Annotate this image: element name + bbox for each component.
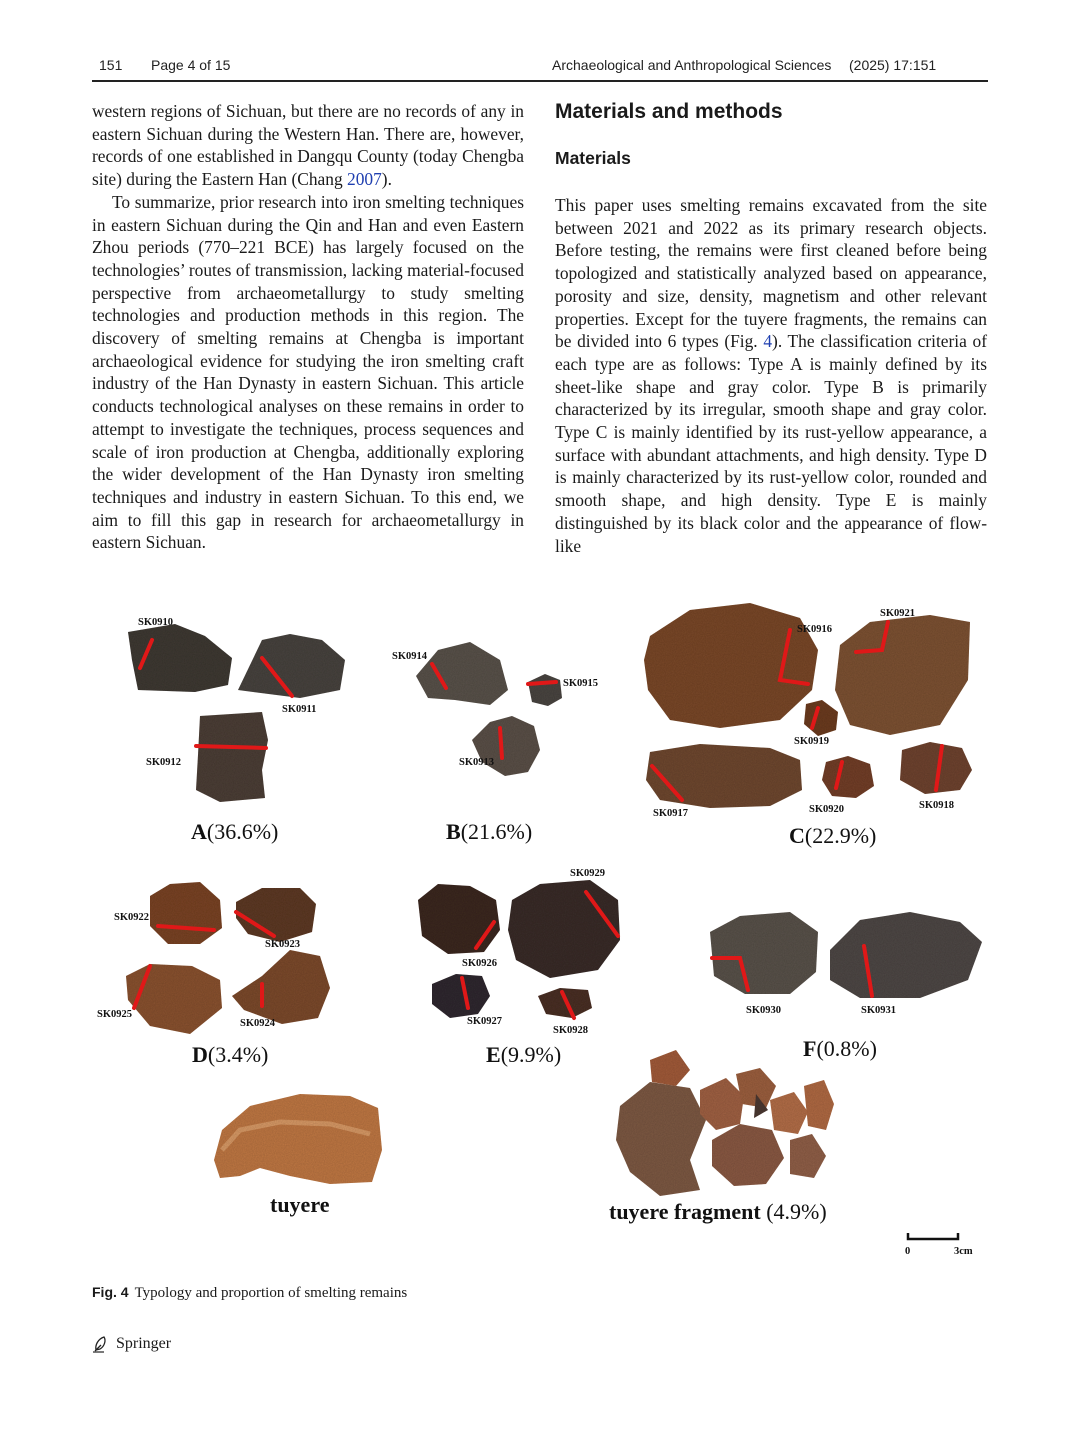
type-c-caption: C(22.9%) (789, 823, 877, 848)
label-sk0925: SK0925 (97, 1009, 133, 1020)
label-sk0930: SK0930 (746, 1005, 782, 1016)
label-sk0921: SK0921 (880, 608, 916, 619)
right-paragraph-1: This paper uses smelting remains excavated from the site between 2021 and 2022 as its primary research objects. Before testing, the remains were first cleaned before being topologized and statistically analyzed based on appearance, porosity and size, density, magnetism and other relevant properties. Except for the tuyere fragments, the remains can be divided into 6 types (Fig. 4). The classification criteria of each type are as follows: Type A is mainly defined by its sheet-like shape and gray color. Type B is primarily characterized by its irregular, smooth shape and gray color. Type C is mainly identified by its rust-yellow appearance, a surface with abundant attachments, and high density. Type D is mainly characterized by its rust-yellow color, rounded and smooth shape, and high density. Type E is mainly distinguished by its black color and the appearance of flow-like (555, 195, 987, 556)
journal-citation: (2025) 17:151 (849, 57, 937, 73)
publisher-footer (92, 1335, 171, 1353)
citation-link-chang-2007[interactable]: 2007 (347, 169, 382, 190)
figure-link-4[interactable]: 4 (763, 331, 773, 352)
scale-bar (905, 1233, 973, 1257)
tuyere-specimen (214, 1094, 382, 1184)
specimen-sk0920 (822, 756, 874, 798)
label-sk0914: SK0914 (392, 651, 428, 662)
figure-caption: Fig. 4 Typology and proportion of smelting remains (92, 1284, 408, 1301)
type-d-caption: D(3.4%) (192, 1042, 269, 1067)
label-sk0911: SK0911 (282, 704, 317, 715)
tuyere-fragment-caption: tuyere fragment (4.9%) (609, 1199, 827, 1224)
type-e-caption: E(9.9%) (486, 1042, 562, 1067)
springer-logo-icon (92, 1335, 110, 1353)
specimen-sk0922 (150, 882, 222, 944)
specimen-sk0912 (196, 712, 268, 802)
scale-unit: 3cm (954, 1246, 973, 1257)
specimen-sk0915 (528, 674, 562, 706)
tuyere-caption: tuyere (270, 1192, 330, 1217)
specimen-sk0919 (804, 700, 838, 736)
specimen-sk0930 (710, 912, 818, 994)
specimen-sk0926 (418, 884, 500, 954)
subsection-heading: Materials (555, 148, 631, 168)
label-sk0931: SK0931 (861, 1005, 897, 1016)
type-b-caption: B(21.6%) (446, 819, 533, 844)
label-sk0929: SK0929 (570, 868, 606, 879)
label-sk0912: SK0912 (146, 757, 182, 768)
type-a-caption: A(36.6%) (191, 819, 279, 844)
publisher-name: Springer (116, 1335, 172, 1352)
label-sk0926: SK0926 (462, 958, 498, 969)
label-sk0915: SK0915 (563, 678, 599, 689)
label-sk0918: SK0918 (919, 800, 955, 811)
specimen-sk0931 (830, 912, 982, 998)
specimen-sk0921 (835, 615, 970, 735)
specimen-sk0916 (644, 603, 818, 728)
label-sk0924: SK0924 (240, 1018, 276, 1029)
article-number: 151 (99, 57, 123, 73)
label-sk0922: SK0922 (114, 912, 150, 923)
journal-name: Archaeological and Anthropological Sciences (552, 57, 832, 73)
specimen-sk0924 (232, 950, 330, 1024)
scale-zero: 0 (905, 1246, 911, 1257)
label-sk0919: SK0919 (794, 736, 830, 747)
label-sk0928: SK0928 (553, 1025, 589, 1036)
specimen-sk0925 (126, 964, 222, 1034)
label-sk0927: SK0927 (467, 1016, 503, 1027)
label-sk0910: SK0910 (138, 617, 174, 628)
label-sk0917: SK0917 (653, 808, 689, 819)
specimen-sk0914 (416, 642, 508, 705)
specimen-sk0929 (508, 880, 620, 978)
section-heading: Materials and methods (555, 100, 783, 123)
specimen-sk0923 (236, 888, 316, 942)
specimen-sk0911 (238, 634, 345, 698)
label-sk0913: SK0913 (459, 757, 495, 768)
label-sk0923: SK0923 (265, 939, 301, 950)
tuyere-fragments (616, 1050, 834, 1196)
type-f-caption: F(0.8%) (803, 1036, 877, 1061)
left-paragraph-2: To summarize, prior research into iron smelting techniques in eastern Sichuan during the Qin and Han and even Eastern Zhou periods (770–221 BCE) has largely focused on the technologies’ routes of transmission, lacking material-focused perspective from archaeometallurgy to study smelting technologies and production methods in this region. The discovery of smelting remains at Chengba is important archaeological evidence for studying the iron smelting craft industry of the Han Dynasty in eastern Sichuan. This article conducts technological analyses on these remains in order to attempt to investigate the techniques, process sequences and scale of iron production at Chengba, additionally exploring the wider development of the Han Dynasty iron smelting techniques and industry in eastern Sichuan. To this end, we aim to fill this gap in research for archaeometallurgy in eastern Sichuan. (92, 191, 524, 553)
label-sk0916: SK0916 (797, 624, 833, 635)
left-paragraph-1: western regions of Sichuan, but there are no records of any in eastern Sichuan during the Western Han. There are, however, records of one established in Dangqu County (today Chengba site) during the Eastern Han (Chang 2007). (92, 101, 524, 190)
specimen-sk0917 (646, 744, 802, 808)
page-indicator: Page 4 of 15 (151, 57, 231, 73)
label-sk0920: SK0920 (809, 804, 845, 815)
